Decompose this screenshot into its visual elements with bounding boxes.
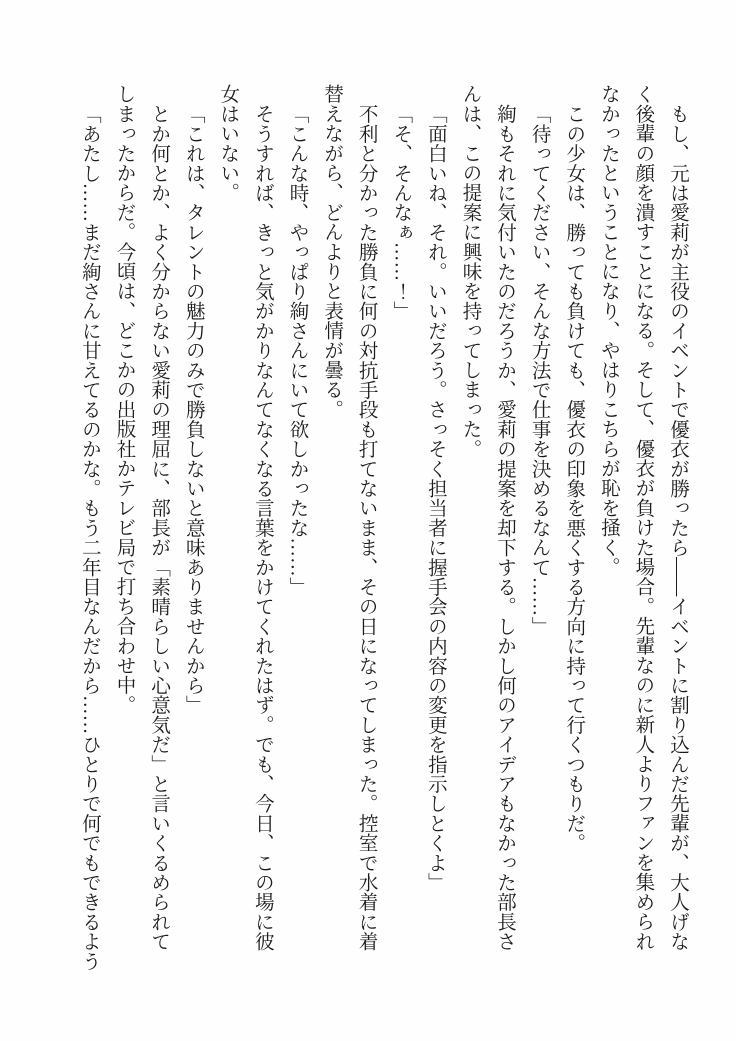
text-line: 「そ、そんなぁ……！」: [390, 103, 412, 321]
text-line: 替えながら、どんよりと表情が曇る。: [321, 84, 343, 419]
text-line: 「これは、タレントの魅力のみで勝負しないと意味ありませんから」: [182, 103, 204, 715]
text-line: 女はいない。: [217, 84, 239, 203]
text-line: 「こんな時、やっぱり絢さんにいて欲しかったな……」: [286, 103, 308, 596]
vertical-text-block: [71, 84, 694, 971]
text-line: く後輩の顔を潰すことになる。そして、優衣が負けた場合。先輩なのに新人よりファンを集められ: [632, 84, 654, 951]
text-line: とか何とか、よく分からない愛莉の理屈に、部長が「素晴らしい心意気だ」と言いくるめられて: [148, 103, 170, 951]
text-line: 絢もそれに気付いたのだろうか、愛莉の提案を却下する。しかし何のアイデアもなかった部長さ: [494, 103, 516, 951]
text-line: そうすれば、きっと気がかりなんてなくなる言葉をかけてくれたはず。でも、今日、この場に彼: [251, 103, 273, 951]
text-line: この少女は、勝っても負けても、優衣の印象を悪くする方向に持って行くつもりだ。: [563, 103, 585, 853]
text-line: 「あたし……まだ絢さんに甘えてるのかな。もう二年目なんだから……ひとりで何でもできるよう: [78, 103, 100, 971]
text-line: 「待ってください、そんな方法で仕事を決めるなんて……」: [528, 103, 550, 636]
text-line: 不利と分かった勝負に何の対抗手段も打てないまま、その日になってしまった。控室で水着に着: [355, 103, 377, 951]
text-line: なかったということになり、やはりこちらが恥を掻く。: [597, 84, 619, 577]
text-line: んは、この提案に興味を持ってしまった。: [459, 84, 481, 459]
text-line: しまったからだ。今頃は、どこかの出版社かテレビ局で打ち合わせ中。: [113, 84, 135, 715]
text-line: 「面白いね、それ。いいだろう。さっそく担当者に握手会の内容の変更を指示しとくよ」: [424, 103, 446, 892]
text-line: もし、元は愛莉が主役のイベントで優衣が勝ったら――イベントに割り込んだ先輩が、大人げな: [667, 103, 688, 951]
